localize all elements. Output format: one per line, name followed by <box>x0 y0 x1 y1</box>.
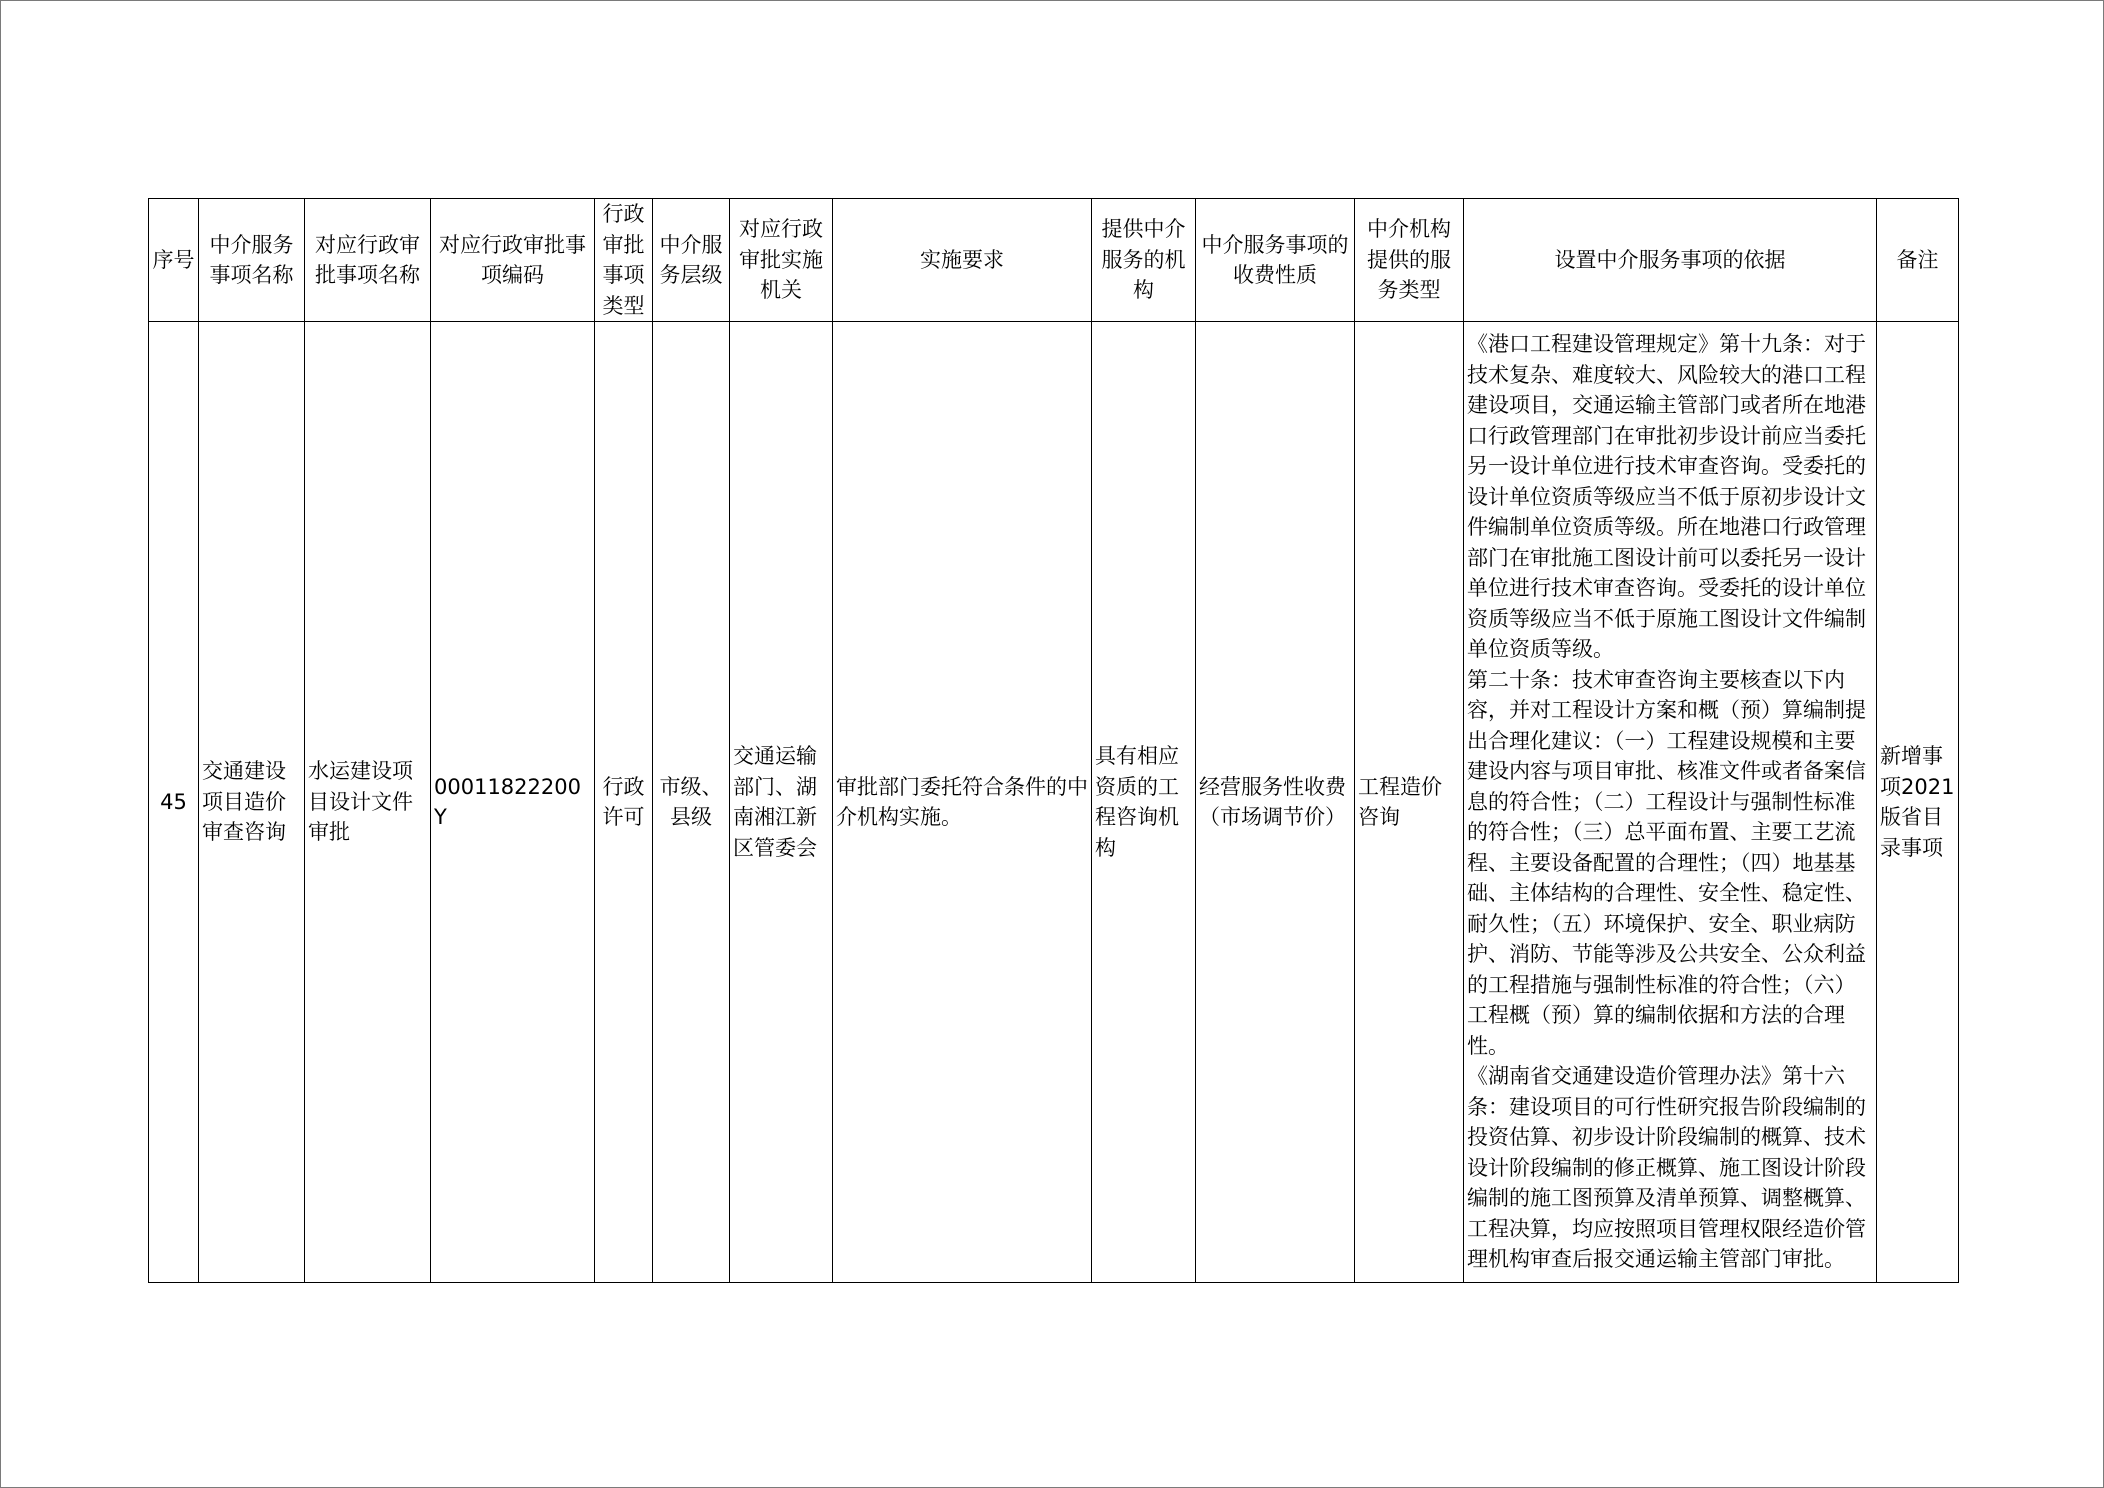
header-service-name: 中介服务事项名称 <box>199 199 305 322</box>
cell-service-name: 交通建设项目造价审查咨询 <box>199 322 305 1283</box>
cell-approval-code: 00011822200Y <box>431 322 595 1283</box>
cell-service-type: 工程造价咨询 <box>1355 322 1464 1283</box>
cell-index: 45 <box>149 322 199 1283</box>
cell-approval-name: 水运建设项目设计文件审批 <box>305 322 431 1283</box>
header-service-type: 中介机构提供的服务类型 <box>1355 199 1464 322</box>
cell-remark: 新增事项2021版省目录事项 <box>1877 322 1959 1283</box>
header-remark: 备注 <box>1877 199 1959 322</box>
header-authority: 对应行政审批实施机关 <box>730 199 833 322</box>
cell-service-level: 市级、县级 <box>653 322 730 1283</box>
header-index: 序号 <box>149 199 199 322</box>
header-approval-name: 对应行政审批事项名称 <box>305 199 431 322</box>
header-requirements: 实施要求 <box>833 199 1092 322</box>
basis-paragraph: 《湖南省交通建设造价管理办法》第十六条：建设项目的可行性研究报告阶段编制的投资估算、初步设计阶段编制的概算、技术设计阶段编制的修正概算、施工图设计阶段编制的施工图预算及清单预算、调整概算、工程决算，均应按照项目管理权限经造价管理机构审查后报交通运输主管部门审批。 <box>1467 1064 1866 1272</box>
basis-paragraph: 《港口工程建设管理规定》第十九条：对于技术复杂、难度较大、风险较大的港口工程建设项目，交通运输主管部门或者所在地港口行政管理部门在审批初步设计前应当委托另一设计单位进行技术审查咨询。受委托的设计单位资质等级应当不低于原初步设计文件编制单位资质等级。所在地港口行政管理部门在审批施工图设计前可以委托另一设计单位进行技术审查咨询。受委托的设计单位资质等级应当不低于原施工图设计文件编制单位资质等级。 <box>1467 332 1866 662</box>
cell-basis <box>1464 322 1877 1283</box>
header-fee-nature: 中介服务事项的收费性质 <box>1196 199 1355 322</box>
intermediary-service-table <box>148 198 1959 1283</box>
header-approval-type: 行政审批事项类型 <box>595 199 653 322</box>
cell-approval-type: 行政许可 <box>595 322 653 1283</box>
basis-paragraph: 第二十条：技术审查咨询主要核查以下内容，并对工程设计方案和概（预）算编制提出合理化建议：（一）工程建设规模和主要建设内容与项目审批、核准文件或者备案信息的符合性；（二）工程设计与强制性标准的符合性；（三）总平面布置、主要工艺流程、主要设备配置的合理性；（四）地基基础、主体结构的合理性、安全性、稳定性、耐久性；（五）环境保护、安全、职业病防护、消防、节能等涉及公共安全、公众利益的工程措施与强制性标准的符合性；（六）工程概（预）算的编制依据和方法的合理性。 <box>1467 667 1866 1058</box>
cell-provider: 具有相应资质的工程咨询机构 <box>1092 322 1196 1283</box>
cell-fee-nature: 经营服务性收费（市场调节价） <box>1196 322 1355 1283</box>
header-approval-code: 对应行政审批事项编码 <box>431 199 595 322</box>
table-row <box>149 322 1959 1283</box>
header-provider: 提供中介服务的机构 <box>1092 199 1196 322</box>
cell-requirements: 审批部门委托符合条件的中介机构实施。 <box>833 322 1092 1283</box>
header-service-level: 中介服务层级 <box>653 199 730 322</box>
cell-authority: 交通运输部门、湖南湘江新区管委会 <box>730 322 833 1283</box>
table-header-row <box>149 199 1959 322</box>
header-basis: 设置中介服务事项的依据 <box>1464 199 1877 322</box>
